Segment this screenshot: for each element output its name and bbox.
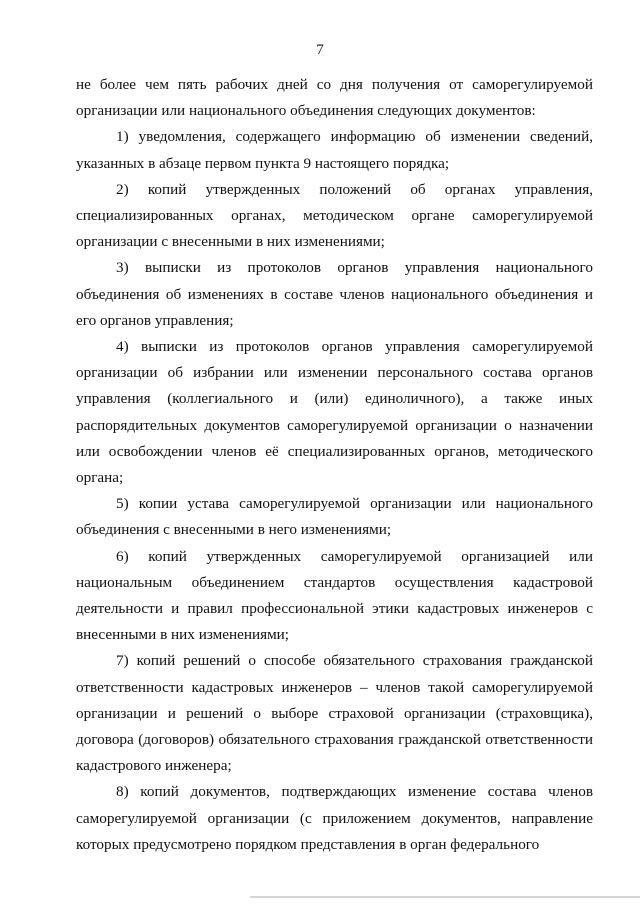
list-item-3: 3) выписки из протоколов органов управления национального объединения об изменениях в составе членов национального объединения и его органов управления; — [76, 259, 593, 329]
list-item-6: 6) копий утвержденных саморегулируемой организацией или национальным объединением стандартов осуществления кадастровой деятельности и правил профессиональной этики кадастровых инженеров с внесенными в них изменениями; — [76, 547, 593, 644]
scan-edge-line — [250, 896, 640, 898]
list-item-4: 4) выписки из протоколов органов управления саморегулируемой организации об избрании или изменении персонального состава органов управления (коллегиального и (или) единоличного), а также иных распорядительных документов саморегулируемой организации о назначении или освобождении членов её специализированных органов, методического органа; — [76, 338, 593, 487]
page-number: 7 — [316, 42, 324, 58]
list-item-1: 1) уведомления, содержащего информацию об изменении сведений, указанных в абзаце первом пункта 9 настоящего порядка; — [76, 128, 593, 172]
list-item-2: 2) копий утвержденных положений об органах управления, специализированных органах, методическом органе саморегулируемой организации с внесенными в них изменениями; — [76, 180, 593, 251]
list-item-5: 5) копии устава саморегулируемой организации или национального объединения с внесенными в него изменениями; — [76, 495, 593, 539]
paragraph-intro: не более чем пять рабочих дней со дня получения от саморегулируемой организации или национального объединения следующих документов: — [76, 76, 593, 120]
list-item-7: 7) копий решений о способе обязательного страхования гражданской ответственности кадастровых инженеров – членов такой саморегулируемой организации и решений о выборе страховой организации (страховщика), договора (договоров) обязательного страхования гражданской ответственности кадастрового инженера; — [76, 652, 593, 775]
document-body — [76, 72, 593, 858]
list-item-8: 8) копий документов, подтверждающих изменение состава членов саморегулируемой организации (с приложением документов, направление которых предусмотрено порядком представления в орган федерального — [76, 783, 593, 853]
